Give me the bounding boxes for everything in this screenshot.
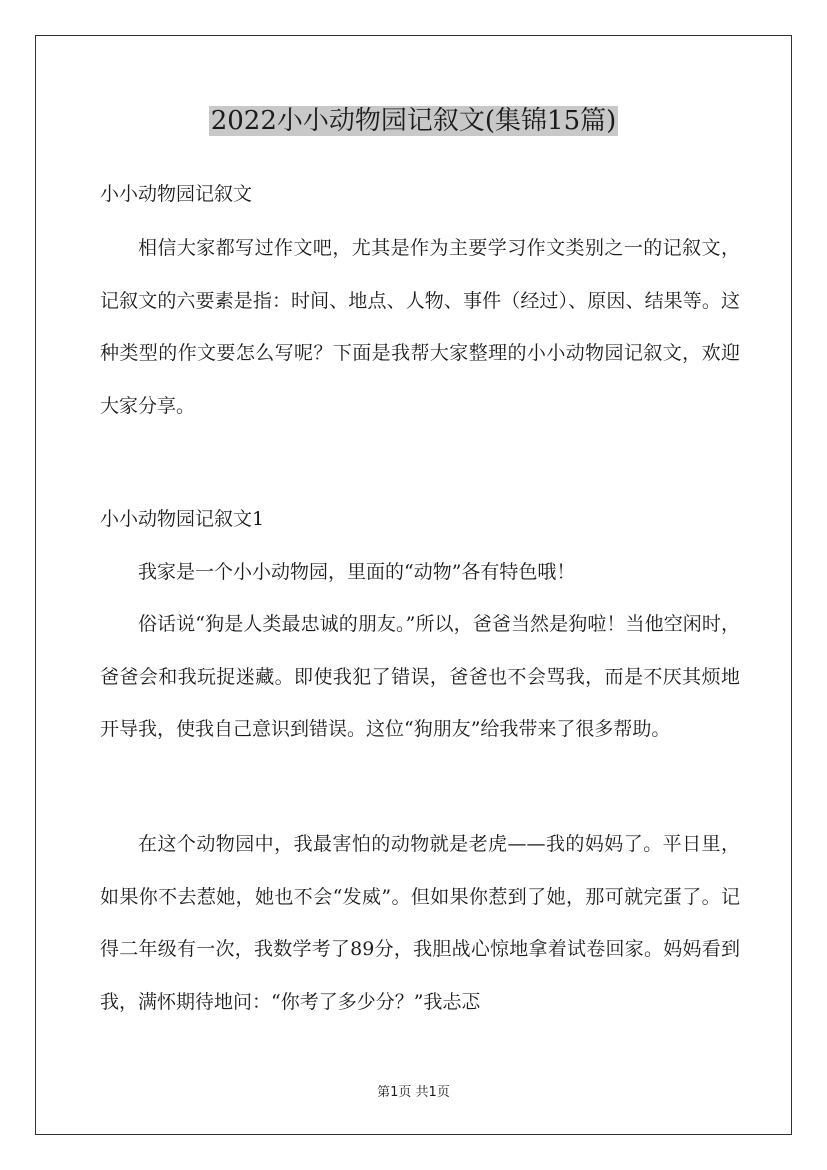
intro-paragraph: 相信大家都写过作文吧，尤其是作为主要学习作文类别之一的记叙文，记叙文的六要素是指：时间、地点、人物、事件（经过）、原因、结果等。这种类型的作文要怎么写呢？下面是我帮大家整理的小小动物园记叙文，欢迎大家分享。 xyxy=(100,237,740,417)
body-paragraph-2: 俗话说“狗是人类最忠诚的朋友。”所以，爸爸当然是狗啦！当他空闲时，爸爸会和我玩捉迷藏。即使我犯了错误，爸爸也不会骂我，而是不厌其烦地开导我，使我自己意识到错误。这位“狗朋友”给我带来了很多帮助。 xyxy=(100,613,740,740)
section-heading-1: 小小动物园记叙文1 xyxy=(100,508,265,530)
document-title-text: 2022小小动物园记叙文(集锦15篇) xyxy=(210,106,617,136)
section-heading-intro: 小小动物园记叙文 xyxy=(100,183,253,205)
document-title xyxy=(0,100,827,142)
body-paragraph-3: 在这个动物园中，我最害怕的动物就是老虎——我的妈妈了。平日里，如果你不去惹她，她也不会“发威”。但如果你惹到了她，那可就完蛋了。记得二年级有一次，我数学考了89分，我胆战心惊地拿着试卷回家。妈妈看到我，满怀期待地问：“你考了多少分？”我忐忑 xyxy=(100,833,740,1013)
page-footer: 第1页 共1页 xyxy=(377,1085,450,1100)
body-paragraph-1: 我家是一个小小动物园，里面的“动物”各有特色哦！ xyxy=(138,561,576,583)
